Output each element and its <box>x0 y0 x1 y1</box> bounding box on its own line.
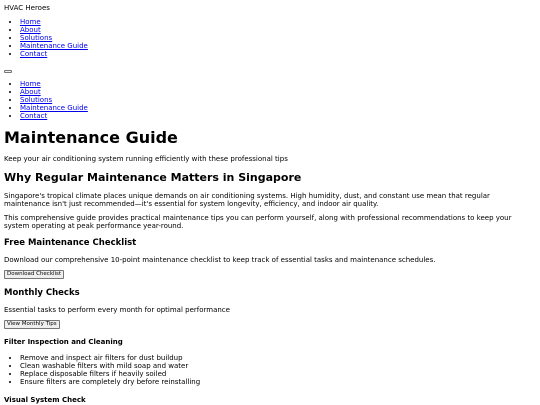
list-item: • Replace disposable filters if heavily soiled <box>20 370 200 378</box>
nav-item-contact <box>20 50 88 58</box>
mobile-nav-link-solutions[interactable]: Solutions <box>20 96 53 104</box>
checklist-text: Download our comprehensive 10-point maintenance checklist to keep track of essential tasks and maintenance schedules. <box>4 256 436 264</box>
brand-name: HVAC Heroes <box>4 4 50 12</box>
mobile-nav-link-contact[interactable]: Contact <box>20 112 48 120</box>
list-item: • Ensure filters are completely dry before reinstalling <box>20 378 200 386</box>
list-item: • Remove and inspect air filters for dust buildup <box>20 354 200 362</box>
checklist-heading: Free Maintenance Checklist <box>4 238 137 248</box>
monthly-heading: Monthly Checks <box>4 288 80 298</box>
nav-link-solutions[interactable]: Solutions <box>20 34 53 42</box>
nav-item-about <box>20 26 88 34</box>
mobile-nav-item-solutions <box>20 96 88 104</box>
primary-nav <box>4 18 88 58</box>
filter-list <box>4 354 200 386</box>
mobile-nav-link-home[interactable]: Home <box>20 80 41 88</box>
list-item: • Clean washable filters with mild soap and water <box>20 362 200 370</box>
monthly-text: Essential tasks to perform every month for optimal performance <box>4 306 230 314</box>
mobile-nav-item-about <box>20 88 88 96</box>
download-checklist-button[interactable]: Download Checklist <box>4 270 64 279</box>
nav-item-maintenance-guide <box>20 42 88 50</box>
page-title: Maintenance Guide <box>4 128 178 147</box>
nav-link-maintenance-guide[interactable]: Maintenance Guide <box>20 42 88 50</box>
mobile-nav-item-contact <box>20 112 88 120</box>
view-monthly-tips-button[interactable]: View Monthly Tips <box>4 320 60 329</box>
nav-link-contact[interactable]: Contact <box>20 50 48 58</box>
why-paragraph-2: This comprehensive guide provides practical maintenance tips you can perform yourself, along with professional recommendations to keep your system operating at peak performance year-round. <box>4 214 512 230</box>
mobile-nav-item-maintenance-guide <box>20 104 88 112</box>
why-heading: Why Regular Maintenance Matters in Singapore <box>4 171 302 184</box>
menu-toggle-button[interactable] <box>4 70 12 73</box>
mobile-nav-link-about[interactable]: About <box>20 88 41 96</box>
page-subtitle: Keep your air conditioning system running efficiently with these professional tips <box>4 155 288 163</box>
nav-link-home[interactable]: Home <box>20 18 41 26</box>
visual-check-heading: Visual System Check <box>4 396 86 404</box>
why-paragraph-1: Singapore's tropical climate places unique demands on air conditioning systems. High humidity, dust, and constant use mean that regular maintenance isn't just recommended—it's essential for system longevity, efficiency, and indoor air quality. <box>4 192 490 208</box>
nav-item-solutions <box>20 34 88 42</box>
mobile-nav <box>4 80 88 120</box>
nav-item-home <box>20 18 88 26</box>
filter-heading: Filter Inspection and Cleaning <box>4 338 123 346</box>
mobile-nav-item-home <box>20 80 88 88</box>
mobile-nav-link-maintenance-guide[interactable]: Maintenance Guide <box>20 104 88 112</box>
nav-link-about[interactable]: About <box>20 26 41 34</box>
